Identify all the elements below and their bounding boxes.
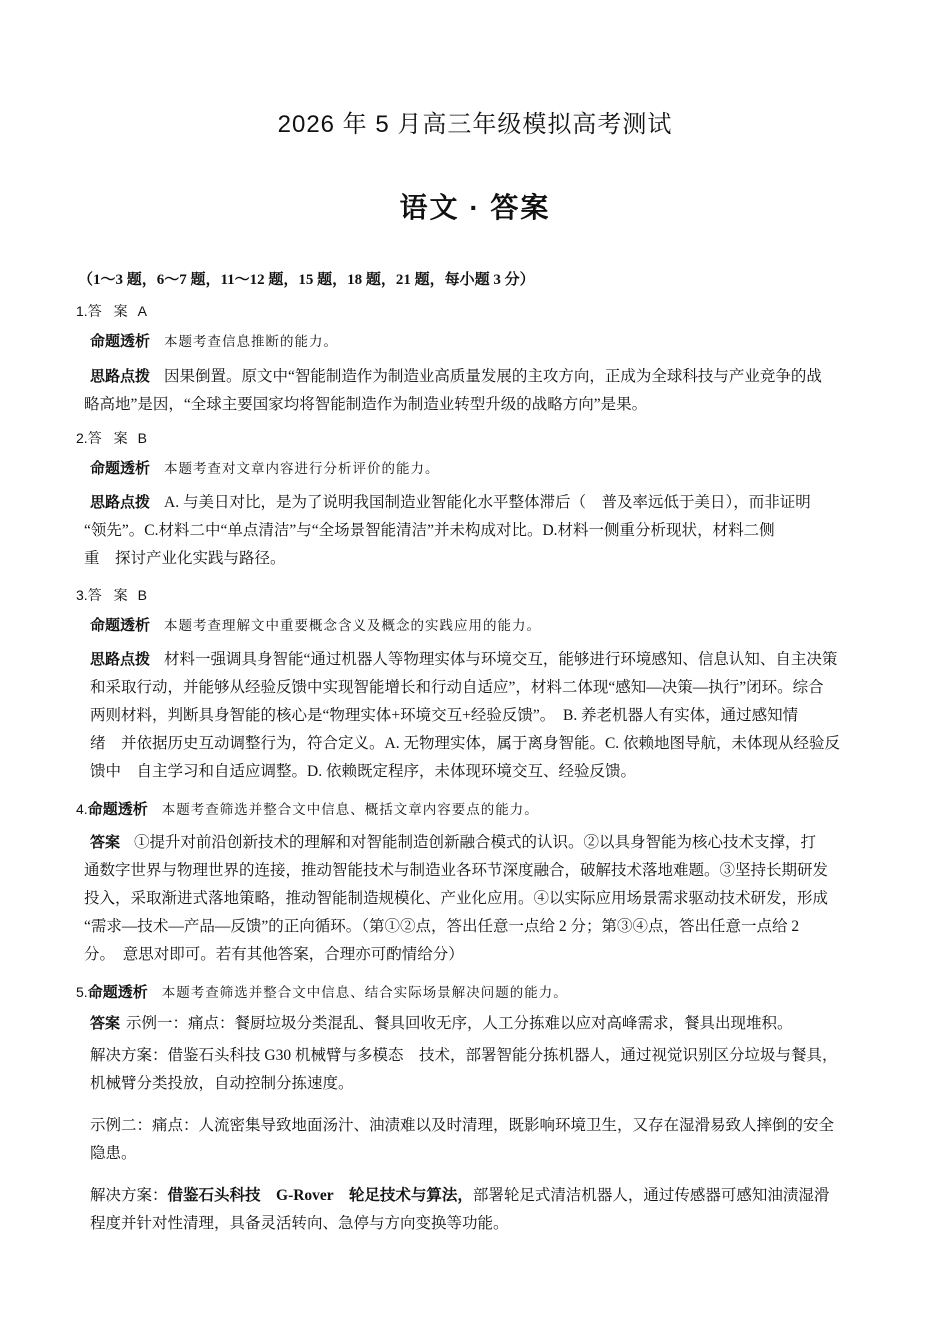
q4-intent-row — [76, 798, 539, 819]
q4-intent-text: 本题考查筛选并整合文中信息、概括文章内容要点的能力。 — [161, 802, 539, 818]
q1-answer-value: A — [137, 303, 147, 319]
q5-solution2-prefix: 解决方案： — [90, 1187, 168, 1204]
q5-example2-line: 隐患。 — [90, 1145, 137, 1162]
q3-hint-line: 材料一强调具身智能“通过机器人等物理实体与环境交互，能够进行环境感知、信息认知、自主决策 — [164, 651, 838, 668]
q3-hint-label: 思路点拨 — [90, 651, 151, 668]
q4-answer-line: 通数字世界与物理世界的连接，推动智能技术与制造业各环节深度融合，破解技术落地难题。③坚持长期研发 — [84, 862, 829, 879]
q2-hint-line: “领先”。C.材料二中“单点清洁”与“全场景智能清洁”并未构成对比。D.材料一侧重分析现状，材料二侧 — [84, 522, 775, 539]
q2-intent-row — [90, 457, 440, 478]
q5-answer-line: 示例一：痛点：餐厨垃圾分类混乱、餐具回收无序，人工分拣难以应对高峰需求，餐具出现堆积。 — [126, 1015, 793, 1032]
q1-answer-label: 答 案 — [87, 303, 132, 319]
q4-answer-label: 答案 — [90, 834, 121, 851]
q5-answer-row — [90, 1011, 793, 1033]
q5-number: 5. — [76, 984, 88, 1000]
q5-example2-line: 示例二：痛点：人流密集导致地面汤汁、油渍难以及时清理，既影响环境卫生，又存在湿滑易致人摔倒的安全 — [90, 1117, 835, 1134]
q3-answer-row — [76, 585, 147, 605]
q2-answer-label: 答 案 — [87, 430, 132, 446]
q5-solution2-bold: 借鉴石头科技 G-Rover 轮足技术与算法， — [167, 1187, 473, 1204]
exam-title: 2026 年 5 月高三年级模拟高考测试 — [277, 111, 673, 138]
q1-hint-line: 略高地”是因，“全球主要国家均将智能制造作为制造业转型升级的战略方向”是果。 — [84, 396, 648, 413]
q5-solution1-line: 机械臂分类投放，自动控制分拣速度。 — [90, 1075, 354, 1092]
subject-title: 语文 · 答案 — [399, 192, 551, 223]
q3-answer-label: 答 案 — [87, 587, 132, 603]
q2-hint-line: 重 探讨产业化实践与路径。 — [84, 550, 286, 567]
q5-intent-row — [76, 981, 568, 1002]
q2-intent-label: 命题透析 — [90, 460, 151, 477]
q1-intent-row — [90, 330, 338, 351]
q5-intent-label: 命题透析 — [87, 984, 148, 1001]
q2-hint-line: A. 与美日对比，是为了说明我国制造业智能化水平整体滞后（ 普及率远低于美日），而非证明 — [164, 494, 811, 511]
q3-intent-row — [90, 614, 541, 635]
q2-number: 2. — [76, 430, 88, 446]
q3-hint-line: 馈中 自主学习和自适应调整。D. 依赖既定程序，未体现环境交互、经验反馈。 — [90, 763, 636, 780]
q1-intent-label: 命题透析 — [90, 333, 151, 350]
q3-hint-line: 两则材料，判断具身智能的核心是“物理实体+环境交互+经验反馈”。 B. 养老机器人有实体，通过感知情 — [90, 707, 799, 724]
q5-solution2-line2: 程度并针对性清理，具备灵活转向、急停与方向变换等功能。 — [90, 1215, 509, 1232]
q5-answer-label: 答案 — [90, 1015, 121, 1032]
q5-solution2-rest: 部署轮足式清洁机器人，通过传感器可感知油渍湿滑 — [472, 1187, 830, 1204]
q3-hint-line: 和采取行动，并能够从经验反馈中实现智能增长和行动自适应”，材料二体现“感知—决策—执行”闭环。综合 — [90, 679, 824, 696]
q5-solution1-line: 解决方案：借鉴石头科技 G30 机械臂与多模态 技术，部署智能分拣机器人，通过视觉识别区分垃圾与餐具， — [90, 1047, 838, 1064]
q4-answer-line: 分。 意思对即可。若有其他答案，合理亦可酌情给分） — [84, 946, 464, 963]
q1-answer-row — [76, 301, 147, 321]
q5-intent-text: 本题考查筛选并整合文中信息、结合实际场景解决问题的能力。 — [161, 985, 568, 1001]
q3-hint-row — [90, 647, 837, 669]
q4-number: 4. — [76, 801, 88, 817]
q3-intent-label: 命题透析 — [90, 617, 151, 634]
q3-intent-text: 本题考查理解文中重要概念含义及概念的实践应用的能力。 — [164, 618, 542, 634]
q4-answer-line: “需求—技术—产品—反馈”的正向循环。（第①②点，答出任意一点给 2 分；第③④点，答出任意一点给 2 — [84, 918, 800, 935]
q2-answer-value: B — [137, 430, 147, 446]
q5-solution2-row — [90, 1183, 829, 1205]
q1-intent-text: 本题考查信息推断的能力。 — [164, 334, 339, 350]
q3-number: 3. — [76, 587, 88, 603]
scoring-note: （1～3 题，6～7 题，11～12 题，15 题，18 题，21 题，每小题 3 分） — [78, 272, 535, 288]
q4-answer-line: 投入，采取渐进式落地策略，推动智能制造规模化、产业化应用。④以实际应用场景需求驱动技术研发，形成 — [84, 890, 829, 907]
q3-hint-line: 绪 并依据历史互动调整行为，符合定义。A. 无物理实体，属于离身智能。C. 依赖地图导航，未体现从经验反 — [90, 735, 841, 752]
q1-number: 1. — [76, 303, 88, 319]
q1-hint-row — [90, 364, 822, 386]
q2-hint-label: 思路点拨 — [90, 494, 151, 511]
q2-intent-text: 本题考查对文章内容进行分析评价的能力。 — [164, 461, 440, 477]
q4-answer-line: ①提升对前沿创新技术的理解和对智能制造创新融合模式的认识。②以具身智能为核心技术支撑，打 — [134, 834, 817, 851]
q3-answer-value: B — [137, 587, 147, 603]
q4-answer-row — [90, 830, 816, 852]
q2-answer-row — [76, 428, 147, 448]
q1-hint-line: 因果倒置。原文中“智能制造作为制造业高质量发展的主攻方向，正成为全球科技与产业竞争的战 — [164, 368, 822, 385]
q2-hint-row — [90, 490, 811, 512]
q4-intent-label: 命题透析 — [87, 801, 148, 818]
q1-hint-label: 思路点拨 — [90, 368, 151, 385]
